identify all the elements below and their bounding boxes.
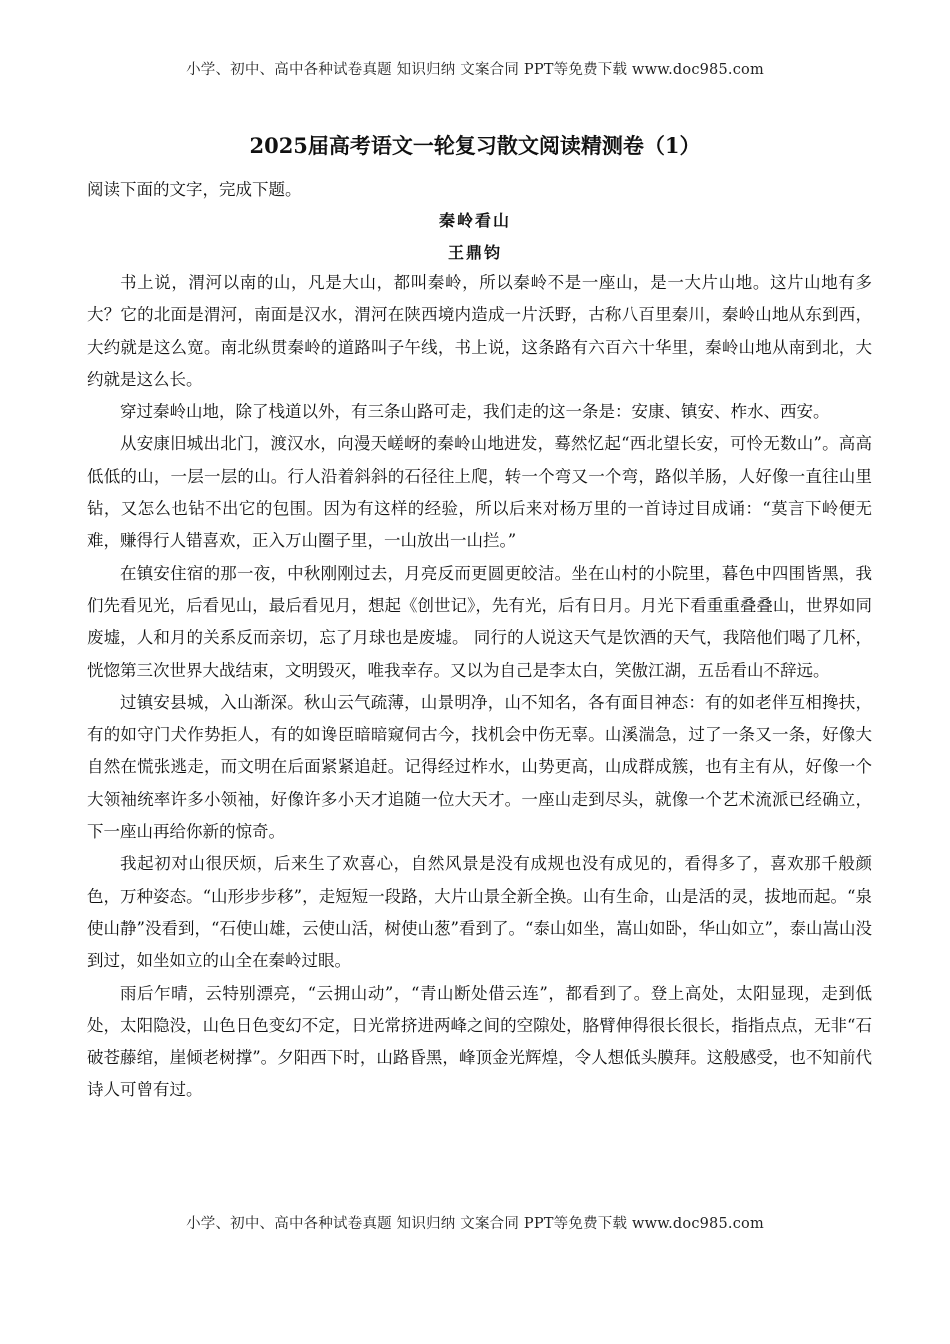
page-footer: 小学、初中、高中各种试卷真题 知识归纳 文案合同 PPT等免费下载 www.doc985.com xyxy=(186,1216,764,1232)
page-header: 小学、初中、高中各种试卷真题 知识归纳 文案合同 PPT等免费下载 www.doc985.com xyxy=(186,62,764,78)
essay-body xyxy=(87,267,872,1107)
paragraph: 穿过秦岭山地，除了栈道以外，有三条山路可走，我们走的这一条是：安康、镇安、柞水、西安。 xyxy=(120,402,830,422)
paragraph: 我起初对山很厌烦，后来生了欢喜心，自然风景是没有成规也没有成见的，看得多了，喜欢那千般颜色，万种姿态。“山形步步移”，走短短一段路，大片山景全新全换。山有生命，山是活的灵，拔地而起。“泉使山静”没看到，“石使山雄，云使山活，树使山葱”看到了。“泰山如坐，嵩山如卧，华山如立”，泰山嵩山没到过，如坐如立的山全在秦岭过眼。 xyxy=(87,854,872,971)
paragraph: 从安康旧城出北门，渡汉水，向漫天嵯岈的秦岭山地进发，蓦然忆起“西北望长安，可怜无数山”。高高低低的山，一层一层的山。行人沿着斜斜的石径往上爬，转一个弯又一个弯，路似羊肠，人好像一直往山里钻，又怎么也钻不出它的包围。因为有这样的经验，所以后来对杨万里的一首诗过目成诵：“莫言下岭便无难，赚得行人错喜欢，正入万山圈子里，一山放出一山拦。” xyxy=(87,434,872,551)
paragraph: 在镇安住宿的那一夜，中秋刚刚过去，月亮反而更圆更皎洁。坐在山村的小院里，暮色中四围皆黑，我们先看见光，后看见山，最后看见月，想起《创世记》，先有光，后有日月。月光下看重重叠叠山，世界如同废墟，人和月的关系反而亲切，忘了月球也是废墟。 同行的人说这天气是饮酒的天气，我陪他们喝了几杯，恍惚第三次世界大战结束，文明毁灭，唯我幸存。又以为自己是李太白，笑傲江湖，五岳看山不辞远。 xyxy=(87,563,872,680)
instruction-text: 阅读下面的文字，完成下题。 xyxy=(87,180,302,199)
essay-title: 秦岭看山 xyxy=(438,211,511,230)
essay-author: 王鼎钧 xyxy=(447,243,502,262)
paragraph: 雨后乍晴，云特别漂亮，“云拥山动”，“青山断处借云连”，都看到了。登上高处，太阳显现，走到低处，太阳隐没，山色日色变幻不定，日光常挤进两峰之间的空隙处，胳臂伸得很长很长，指指点点，无非“石破苍藤绾，崖倾老树撑”。夕阳西下时，山路昏黑，峰顶金光辉煌，令人想低头膜拜。这般感受，也不知前代诗人可曾有过。 xyxy=(87,983,872,1100)
paragraph: 书上说，渭河以南的山，凡是大山，都叫秦岭，所以秦岭不是一座山，是一大片山地。这片山地有多大？它的北面是渭河，南面是汉水，渭河在陕西境内造成一片沃野，古称八百里秦川，秦岭山地从东到西，大约就是这么宽。南北纵贯秦岭的道路叫子午线，书上说，这条路有六百六十华里，秦岭山地从南到北，大约就是这么长。 xyxy=(87,273,872,389)
document-title: 2025届高考语文一轮复习散文阅读精测卷（1） xyxy=(249,133,701,158)
paragraph: 过镇安县城，入山渐深。秋山云气疏薄，山景明净，山不知名，各有面目神态：有的如老伴互相搀扶，有的如守门犬作势拒人，有的如谗臣暗暗窥伺古今，找机会中伤无辜。山溪湍急，过了一条又一条，好像大自然在慌张逃走，而文明在后面紧紧追赶。记得经过柞水，山势更高，山成群成簇，也有主有从，好像一个大领袖统率许多小领袖，好像许多小天才追随一位大天才。一座山走到尽头，就像一个艺术流派已经确立，下一座山再给你新的惊奇。 xyxy=(87,692,872,842)
